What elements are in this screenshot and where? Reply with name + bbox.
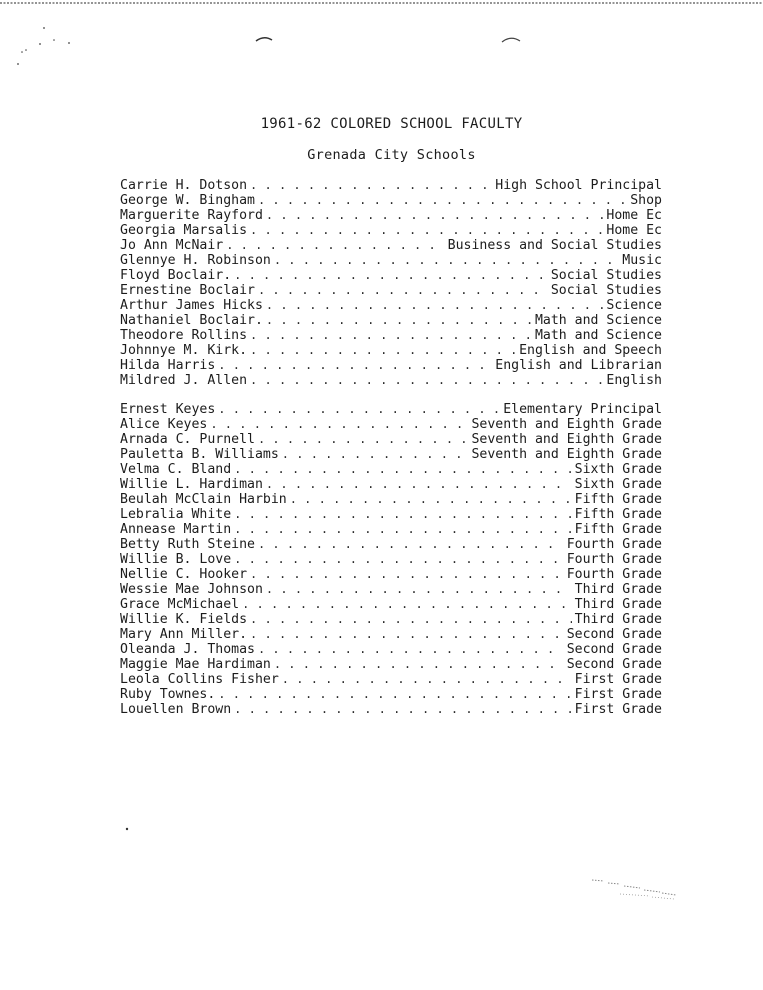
faculty-row xyxy=(120,432,662,447)
faculty-name: Mildred J. Allen xyxy=(120,373,248,388)
faculty-row xyxy=(120,687,662,702)
dot-leader xyxy=(282,447,469,462)
faculty-row xyxy=(120,253,662,268)
dot-leader xyxy=(234,268,548,283)
faculty-row xyxy=(120,283,662,298)
faculty-name: Annease Martin xyxy=(120,522,232,537)
faculty-name: Maggie Mae Hardiman xyxy=(120,657,271,672)
faculty-row xyxy=(120,373,662,388)
faculty-role: Business and Social Studies xyxy=(447,238,662,253)
dot-leader xyxy=(234,552,564,567)
dot-leader xyxy=(250,612,572,627)
faculty-role: English and Librarian xyxy=(495,358,662,373)
dot-leader xyxy=(258,193,627,208)
faculty-row xyxy=(120,462,662,477)
faculty-name: Marguerite Rayford xyxy=(120,208,263,223)
dot-leader xyxy=(290,492,572,507)
faculty-role: Seventh and Eighth Grade xyxy=(471,447,662,462)
dot-leader xyxy=(234,507,572,522)
faculty-role: Home Ec xyxy=(606,208,662,223)
dot-leader xyxy=(266,477,572,492)
faculty-name: Willie B. Love xyxy=(120,552,232,567)
faculty-row xyxy=(120,268,662,283)
faculty-row xyxy=(120,582,662,597)
elementary-faculty-list xyxy=(120,402,662,717)
faculty-row xyxy=(120,328,662,343)
faculty-row xyxy=(120,298,662,313)
dot-leader xyxy=(218,687,571,702)
faculty-name: Hilda Harris xyxy=(120,358,216,373)
dot-leader xyxy=(258,432,468,447)
faculty-role: Elementary Principal xyxy=(503,402,662,417)
faculty-row xyxy=(120,178,662,193)
faculty-name: Oleanda J. Thomas xyxy=(120,642,255,657)
dot-leader xyxy=(250,343,516,358)
faculty-name: Georgia Marsalis xyxy=(120,223,248,238)
faculty-role: Science xyxy=(606,298,662,313)
faculty-name: Arthur James Hicks xyxy=(120,298,263,313)
dot-leader xyxy=(258,537,564,552)
faculty-row xyxy=(120,208,662,223)
dot-leader xyxy=(274,657,564,672)
faculty-name: Louellen Brown xyxy=(120,702,232,717)
faculty-row xyxy=(120,597,662,612)
faculty-name: Willie K. Fields xyxy=(120,612,248,627)
faculty-name: Ernestine Boclair xyxy=(120,283,255,298)
dot-leader xyxy=(226,238,444,253)
faculty-row xyxy=(120,567,662,582)
faculty-row xyxy=(120,238,662,253)
dot-leader xyxy=(258,642,564,657)
faculty-name: Floyd Boclair. xyxy=(120,268,232,283)
faculty-name: Pauletta B. Williams xyxy=(120,447,279,462)
faculty-name: Lebralia White xyxy=(120,507,232,522)
faculty-row xyxy=(120,447,662,462)
faculty-role: Social Studies xyxy=(550,283,662,298)
faculty-role: Math and Science xyxy=(534,328,662,343)
binder-hole-mark-right xyxy=(500,35,522,45)
binder-hole-mark-left xyxy=(254,34,274,44)
faculty-role: Math and Science xyxy=(534,313,662,328)
faculty-row xyxy=(120,657,662,672)
faculty-row xyxy=(120,343,662,358)
faculty-role: English and Speech xyxy=(519,343,662,358)
faculty-role: High School Principal xyxy=(495,178,662,193)
faculty-row xyxy=(120,627,662,642)
faculty-role: Seventh and Eighth Grade xyxy=(471,432,662,447)
faculty-role: Second Grade xyxy=(566,657,662,672)
high-school-faculty-list xyxy=(120,178,662,388)
dot-leader xyxy=(250,627,564,642)
faculty-role: Seventh and Eighth Grade xyxy=(471,417,662,432)
faculty-role: First Grade xyxy=(574,672,662,687)
faculty-role: Second Grade xyxy=(566,642,662,657)
faculty-row xyxy=(120,477,662,492)
faculty-name: Betty Ruth Steine xyxy=(120,537,255,552)
scan-speck-left-margin xyxy=(124,826,130,832)
faculty-name: Arnada C. Purnell xyxy=(120,432,255,447)
faculty-role: Third Grade xyxy=(574,597,662,612)
page-top-edge-marks xyxy=(0,0,763,6)
dot-leader xyxy=(250,178,492,193)
faculty-name: Ernest Keyes xyxy=(120,402,216,417)
dot-leader xyxy=(266,582,572,597)
dot-leader xyxy=(210,417,468,432)
faculty-row xyxy=(120,642,662,657)
faculty-role: Sixth Grade xyxy=(574,462,662,477)
dot-leader xyxy=(266,313,532,328)
dot-leader xyxy=(250,567,564,582)
faculty-row xyxy=(120,672,662,687)
dot-leader xyxy=(218,402,500,417)
faculty-role: Home Ec xyxy=(606,223,662,238)
faculty-name: Leola Collins Fisher xyxy=(120,672,279,687)
faculty-role: Third Grade xyxy=(574,582,662,597)
scan-smudge-bottom-right xyxy=(590,874,680,904)
faculty-name: Ruby Townes. xyxy=(120,687,216,702)
document-subtitle: Grenada City Schools xyxy=(307,147,476,163)
dot-leader xyxy=(234,522,572,537)
faculty-row xyxy=(120,537,662,552)
faculty-row xyxy=(120,402,662,417)
faculty-role: Social Studies xyxy=(550,268,662,283)
faculty-name: Johnnye M. Kirk. xyxy=(120,343,248,358)
faculty-row xyxy=(120,193,662,208)
faculty-row xyxy=(120,313,662,328)
faculty-role: Fifth Grade xyxy=(574,507,662,522)
faculty-name: Wessie Mae Johnson xyxy=(120,582,263,597)
faculty-role: Sixth Grade xyxy=(574,477,662,492)
faculty-name: Velma C. Bland xyxy=(120,462,232,477)
faculty-name: Theodore Rollins xyxy=(120,328,248,343)
dot-leader xyxy=(242,597,572,612)
faculty-row xyxy=(120,702,662,717)
faculty-row xyxy=(120,522,662,537)
dot-leader xyxy=(258,283,548,298)
faculty-role: First Grade xyxy=(574,702,662,717)
dot-leader xyxy=(250,373,603,388)
dot-leader xyxy=(250,223,603,238)
faculty-role: Second Grade xyxy=(566,627,662,642)
dot-leader xyxy=(234,462,572,477)
faculty-role: Fifth Grade xyxy=(574,522,662,537)
dot-leader xyxy=(282,672,572,687)
faculty-role: English xyxy=(606,373,662,388)
faculty-name: Willie L. Hardiman xyxy=(120,477,263,492)
dot-leader xyxy=(250,328,532,343)
faculty-name: Grace McMichael xyxy=(120,597,240,612)
faculty-row xyxy=(120,612,662,627)
faculty-name: Nellie C. Hooker xyxy=(120,567,248,582)
faculty-row xyxy=(120,552,662,567)
faculty-name: Beulah McClain Harbin xyxy=(120,492,287,507)
faculty-name: George W. Bingham xyxy=(120,193,255,208)
faculty-name: Carrie H. Dotson xyxy=(120,178,248,193)
faculty-role: Shop xyxy=(630,193,662,208)
faculty-row xyxy=(120,223,662,238)
faculty-role: Fourth Grade xyxy=(566,567,662,582)
faculty-role: Third Grade xyxy=(574,612,662,627)
scan-specks-top-left xyxy=(14,22,84,72)
faculty-role: Fifth Grade xyxy=(574,492,662,507)
faculty-role: Fourth Grade xyxy=(566,537,662,552)
faculty-name: Mary Ann Miller. xyxy=(120,627,248,642)
dot-leader xyxy=(218,358,492,373)
faculty-name: Nathaniel Boclair. xyxy=(120,313,263,328)
faculty-role: First Grade xyxy=(574,687,662,702)
faculty-row xyxy=(120,507,662,522)
dot-leader xyxy=(234,702,572,717)
document-title: 1961-62 COLORED SCHOOL FACULTY xyxy=(260,116,523,132)
faculty-name: Glennye H. Robinson xyxy=(120,253,271,268)
faculty-role: Fourth Grade xyxy=(566,552,662,567)
dot-leader xyxy=(266,298,604,313)
faculty-row xyxy=(120,492,662,507)
dot-leader xyxy=(266,208,604,223)
faculty-name: Jo Ann McNair xyxy=(120,238,224,253)
faculty-row xyxy=(120,358,662,373)
dot-leader xyxy=(274,253,619,268)
faculty-role: Music xyxy=(622,253,662,268)
faculty-name: Alice Keyes xyxy=(120,417,208,432)
faculty-row xyxy=(120,417,662,432)
